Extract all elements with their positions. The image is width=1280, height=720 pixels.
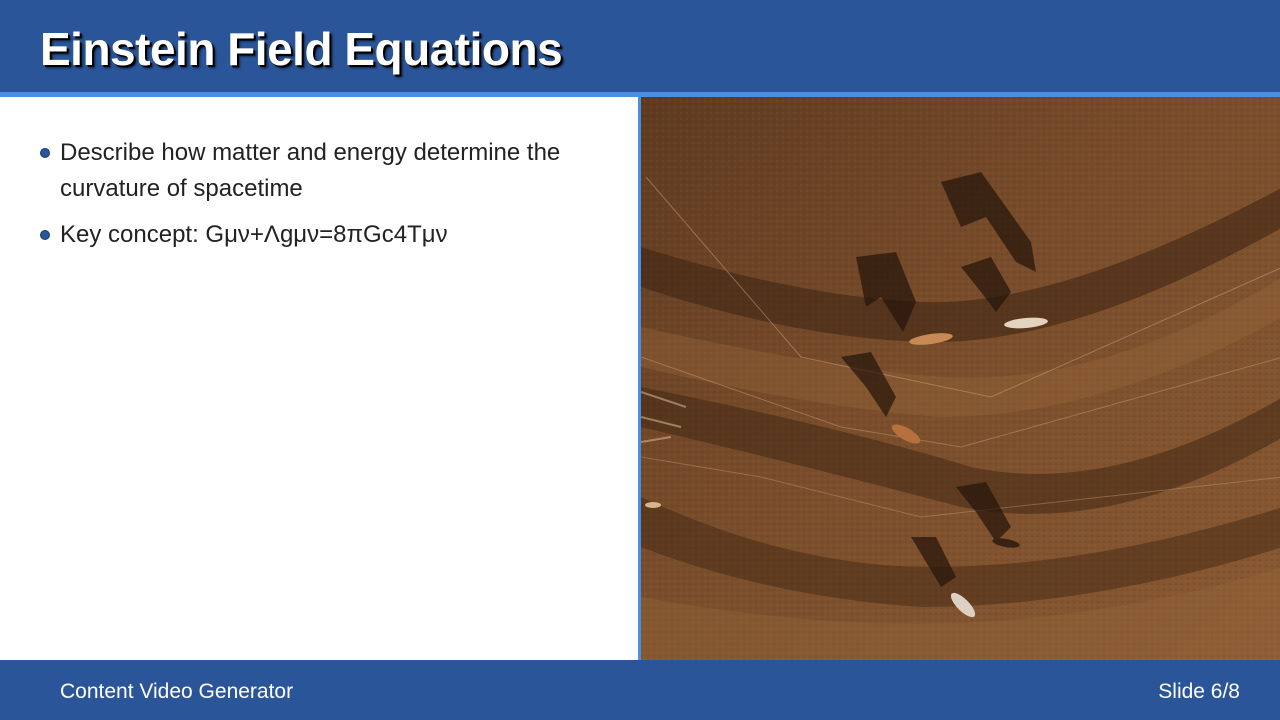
aerial-field-image [641,97,1280,660]
bullet-item [40,135,580,207]
bullet-dot-icon [40,230,50,240]
bullet-text: Key concept: Gμν+Λgμν=8πGc4Tμν [60,221,448,248]
bullet-item [40,217,580,253]
slide-title: Einstein Field Equations [40,23,563,75]
slide-header [0,0,1280,97]
slide-image [638,97,1280,660]
slide-footer [0,660,1280,720]
footer-app-name: Content Video Generator [60,680,294,703]
bullet-text: Describe how matter and energy determine the curvature of spacetime [60,139,561,202]
bullet-list [40,135,580,263]
bullet-dot-icon [40,148,50,158]
slide-counter: Slide 6/8 [1158,680,1240,703]
slide-content [0,97,638,660]
